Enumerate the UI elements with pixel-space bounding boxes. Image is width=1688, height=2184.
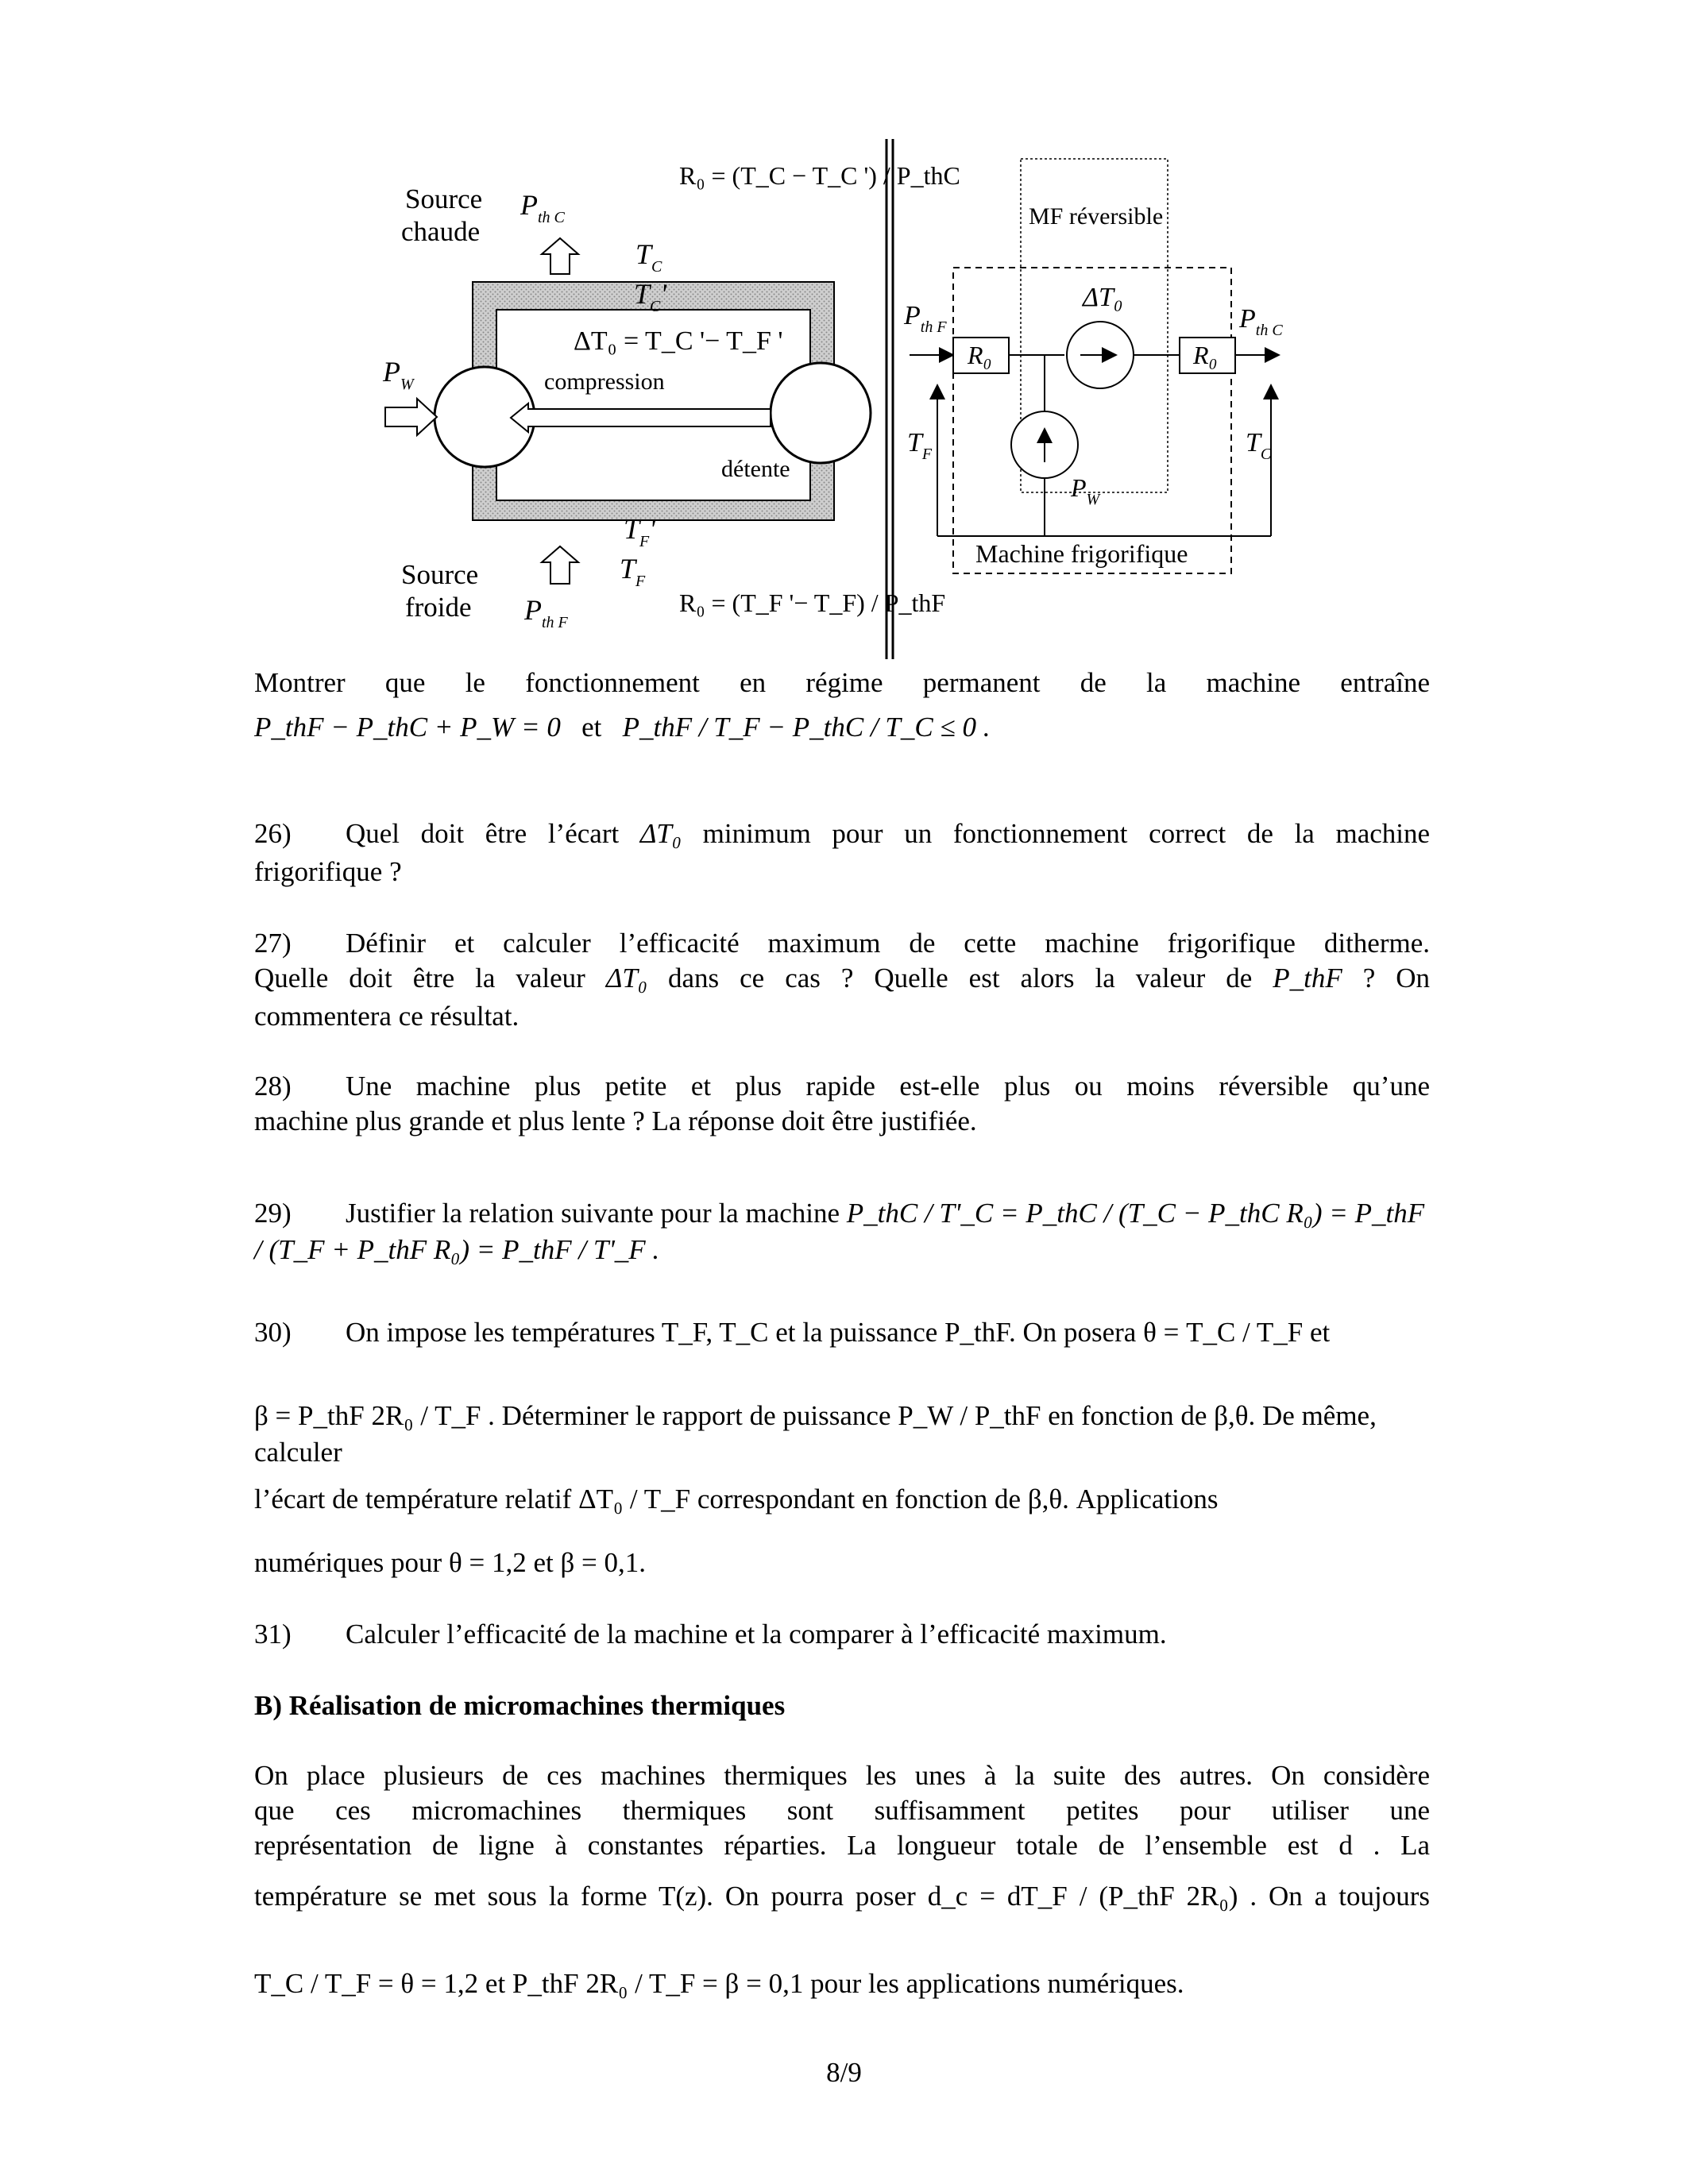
mf-reversible-label: MF réversible: [1029, 203, 1164, 230]
delta-t0-equation: ΔT₀ = T_C '− T_F ': [574, 326, 783, 356]
section-b-title: B) Réalisation de micromachines thermiques: [254, 1690, 786, 1721]
page-number: 8/9: [826, 2057, 862, 2088]
q26-line1: 26) Quel doit être l’écart ΔT₀ minimum pour un fonctionnement correct de la machine: [254, 818, 1431, 849]
q31-line: 31) Calculer l’efficacité de la machine et la comparer à l’efficacité maximum.: [254, 1619, 1167, 1650]
section-b-line4: température se met sous la forme T(z). On pourra poser d_c = dT_F / (P_thF 2R₀) . On a toujours: [254, 1881, 1430, 1912]
right-delta-t0-label: ΔT₀: [1083, 283, 1123, 312]
q27-line2: Quelle doit être la valeur ΔT₀ dans ce cas ? Quelle est alors la valeur de P_thF ? On: [254, 963, 1431, 994]
pw-input-arrow: [385, 399, 437, 435]
section-b-line1: On place plusieurs de ces machines thermiques les unes à la suite des autres. On considère: [254, 1760, 1430, 1791]
q30-line3: l’écart de température relatif ΔT₀ / T_F correspondant en fonction de β,θ. Applications: [254, 1484, 1219, 1515]
compression-label: compression: [544, 369, 665, 395]
tc-prime-label: $T_C'$: [634, 278, 667, 315]
q28-line2: machine plus grande et plus lente ? La réponse doit être justifiée.: [254, 1106, 977, 1136]
source-chaude-line2: chaude: [401, 216, 481, 247]
right-tc-label: $T_C$: [1246, 428, 1272, 463]
section-b-line5: T_C / T_F = θ = 1,2 et P_thF 2R₀ / T_F = β = 0,1 pour les applications numériques.: [254, 1968, 1184, 1999]
pthf-input-arrow: [542, 546, 578, 584]
thermal-machine-diagram: [365, 119, 1382, 675]
source-chaude-line1: Source: [405, 183, 483, 214]
right-pthc-label: $P_{th C}$: [1239, 304, 1283, 339]
q29-line: 29) Justifier la relation suivante pour la machine P_thC / T'_C = P_thC / (T_C − P_thC R₀) = P_thF / (T_F + P_thF R₀) = P_thF / T'_F .: [254, 1198, 1425, 1265]
right-pw-label: $P_W$: [1071, 473, 1100, 508]
pthc-output-arrow: [542, 238, 578, 274]
intro-line1: Montrer que le fonctionnement en régime permanent de la machine entraîne: [254, 667, 1430, 698]
r0-bottom-equation: R₀ = (T_F '− T_F) / P_thF: [679, 588, 946, 617]
q27-line3: commentera ce résultat.: [254, 1001, 520, 1032]
pthc-label: $P_{th C}$: [520, 189, 565, 226]
right-r0-right-label: R₀: [1193, 341, 1218, 369]
source-froide-line1: Source: [401, 559, 479, 590]
q30-line4: numériques pour θ = 1,2 et β = 0,1.: [254, 1547, 647, 1578]
pthf-label: $P_{th F}$: [524, 594, 568, 631]
detente-label: détente: [721, 456, 790, 482]
machine-frigorifique-label: Machine frigorifique: [975, 539, 1188, 568]
right-pthf-label: $P_{th F}$: [904, 301, 947, 336]
q28-line1: 28) Une machine plus petite et plus rapide est-elle plus ou moins réversible qu’une: [254, 1071, 1430, 1102]
q26-line2: frigorifique ?: [254, 856, 402, 887]
tc-label: $T_C$: [635, 238, 662, 276]
q30-line1: 30) On imposе les températures T_F, T_C et la puissance P_thF. On posera θ = T_C / T_F et: [254, 1317, 1331, 1348]
r0-top-equation: R₀ = (T_C − T_C ') / P_thC: [679, 161, 960, 190]
right-tf-label: $T_F$: [907, 428, 933, 463]
intro-equations: P_thF − P_thC + P_W = 0 et P_thF / T_F − P_thC / T_C ≤ 0 .: [254, 712, 991, 743]
right-r0-left-label: R₀: [968, 341, 992, 369]
tf-prime-label: $T_F'$: [624, 513, 655, 550]
q27-line1: 27) Définir et calculer l’efficacité maximum de cette machine frigorifique ditherme.: [254, 928, 1430, 959]
tf-label: $T_F$: [620, 553, 646, 590]
pw-label: $P_W$: [383, 356, 414, 393]
machine-frigorifique-box: [953, 268, 1231, 573]
q30-line2: β = P_thF 2R₀ / T_F . Déterminer le rapport de puissance P_W / P_thF en fonction de β,θ. De même, calculer: [254, 1400, 1377, 1468]
section-b-line2: que ces micromachines thermiques sont suffisamment petites pour utiliser une: [254, 1795, 1430, 1826]
section-b-line3: représentation de ligne à constantes réparties. La longueur totale de l’ensemble est d . La: [254, 1830, 1430, 1861]
expander-circle: [771, 363, 871, 463]
source-froide-line2: froide: [405, 592, 472, 623]
